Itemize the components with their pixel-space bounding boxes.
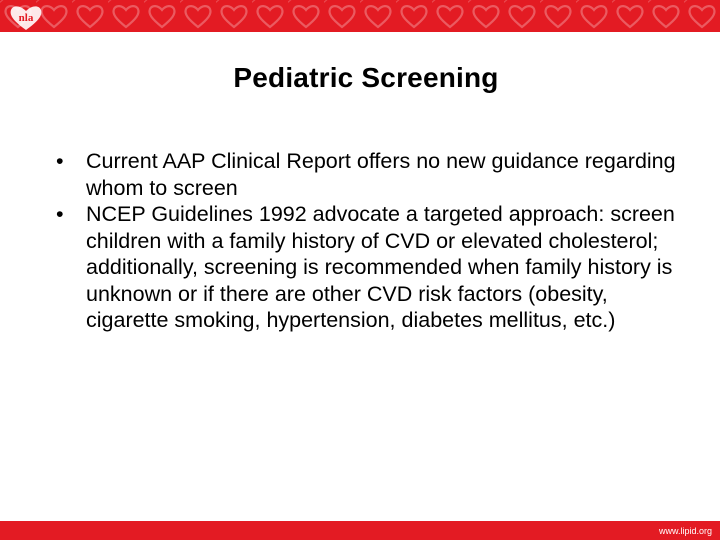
- bullet-item: • NCEP Guidelines 1992 advocate a targeted approach: screen children with a family history of CVD or elevated cholesterol; additionally, screening is recommended when family history is unknown or if there are other CVD risk factors (obesity, cigarette smoking, hypertension, diabetes mellitus, etc.): [56, 201, 696, 334]
- header-banner: [0, 0, 720, 32]
- footer-bar: [0, 521, 720, 540]
- nla-logo: [6, 2, 46, 32]
- svg-text:nla: nla: [18, 12, 34, 24]
- hearts-pattern: [0, 0, 720, 32]
- bullet-list: [56, 148, 696, 334]
- slide-title: Pediatric Screening: [233, 62, 499, 93]
- footer-url: www.lipid.org: [658, 526, 712, 536]
- bullet-item: • Current AAP Clinical Report offers no new guidance regarding whom to screen: [56, 148, 696, 201]
